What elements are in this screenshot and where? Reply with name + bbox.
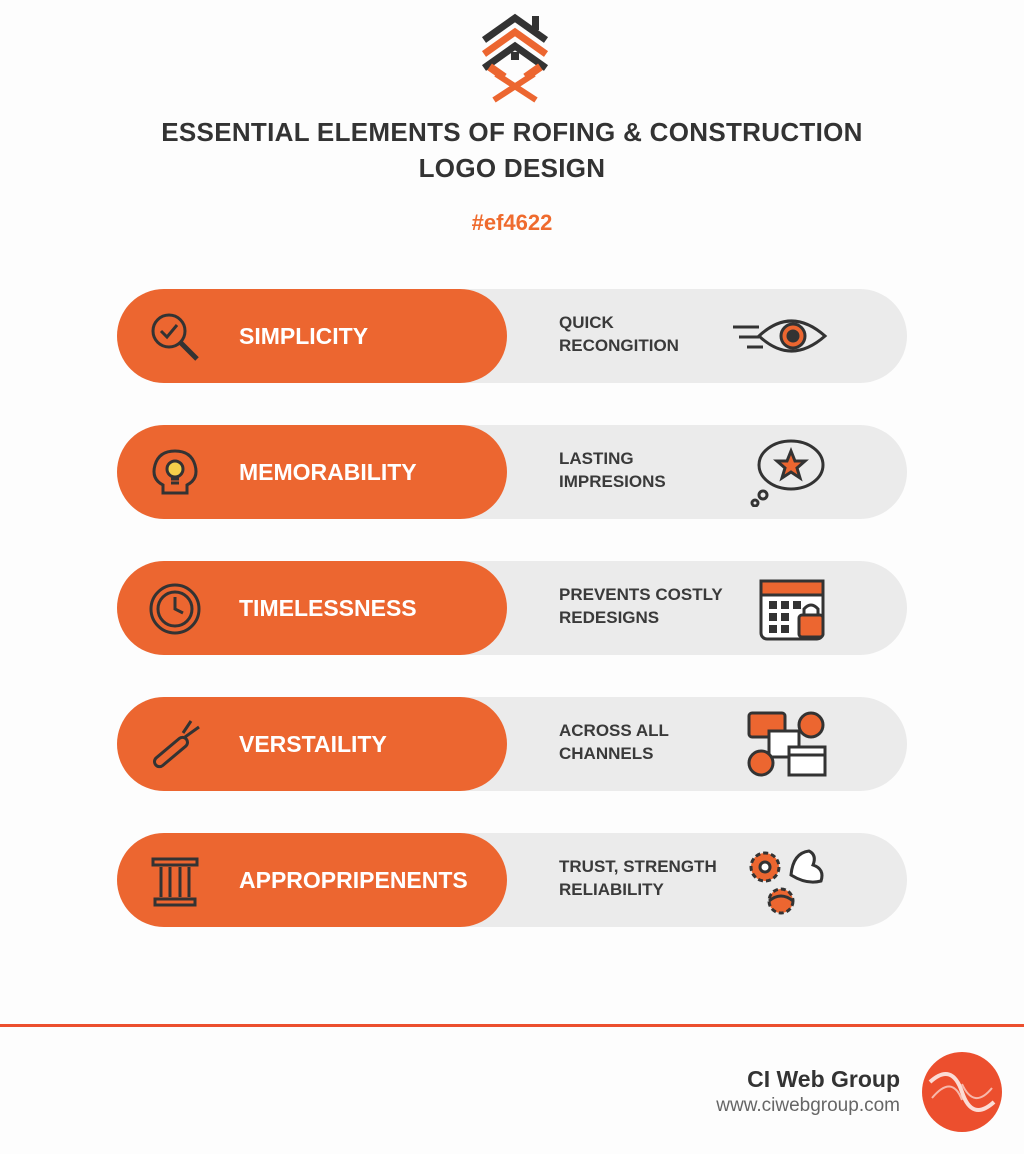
footer-brand	[716, 1066, 900, 1117]
brand-globe-logo	[922, 1052, 1002, 1132]
page-title	[0, 114, 1024, 186]
element-description	[559, 855, 739, 901]
roof-hammer-logo	[480, 12, 550, 104]
brand-name: CI Web Group	[747, 1066, 900, 1092]
eye-speed-icon	[729, 301, 829, 371]
title-line-2: LOGO DESIGN	[418, 153, 606, 183]
footer-divider	[0, 1024, 1024, 1027]
desc-line: QUICK	[559, 313, 614, 332]
element-row-appropriateness	[117, 833, 907, 927]
element-row-memorability	[117, 425, 907, 519]
desc-line: LASTING	[559, 449, 634, 468]
element-row-simplicity	[117, 289, 907, 383]
element-row-versatility	[117, 697, 907, 791]
element-pill	[117, 561, 507, 655]
element-row-timelessness	[117, 561, 907, 655]
element-pill	[117, 425, 507, 519]
magnifier-check-icon	[147, 309, 203, 365]
element-description	[559, 583, 739, 629]
desc-line: IMPRESIONS	[559, 472, 666, 491]
element-description	[559, 311, 739, 357]
desc-line: RELIABILITY	[559, 880, 664, 899]
element-label: TIMELESSNESS	[239, 595, 417, 621]
brand-url[interactable]: www.ciwebgroup.com	[716, 1095, 900, 1116]
clock-cycle-icon	[147, 581, 203, 637]
column-icon	[147, 853, 203, 909]
thought-bubble-star-icon	[729, 437, 829, 507]
element-label: VERSTAILITY	[239, 731, 387, 757]
title-line-1: ESSENTIAL ELEMENTS OF ROFING & CONSTRUCTION	[161, 117, 863, 147]
calendar-lock-icon	[729, 573, 829, 643]
element-description	[559, 447, 739, 493]
desc-line: TRUST, STRENGTH	[559, 857, 717, 876]
element-pill	[117, 833, 507, 927]
desc-line: PREVENTS COSTLY	[559, 585, 723, 604]
color-code: #ef4622	[471, 210, 553, 235]
multitool-icon	[147, 717, 203, 773]
channels-icon	[729, 709, 829, 779]
element-label: MEMORABILITY	[239, 459, 417, 485]
element-description	[559, 719, 739, 765]
desc-line: ACROSS ALL	[559, 721, 669, 740]
brain-lightbulb-icon	[147, 445, 203, 501]
gear-muscle-handshake-icon	[729, 845, 829, 915]
desc-line: RECONGITION	[559, 336, 679, 355]
element-label: SIMPLICITY	[239, 323, 369, 349]
desc-line: CHANNELS	[559, 744, 654, 763]
element-label: APPROPRIPENENTS	[239, 867, 468, 893]
element-pill	[117, 289, 507, 383]
element-pill	[117, 697, 507, 791]
desc-line: REDESIGNS	[559, 608, 660, 627]
